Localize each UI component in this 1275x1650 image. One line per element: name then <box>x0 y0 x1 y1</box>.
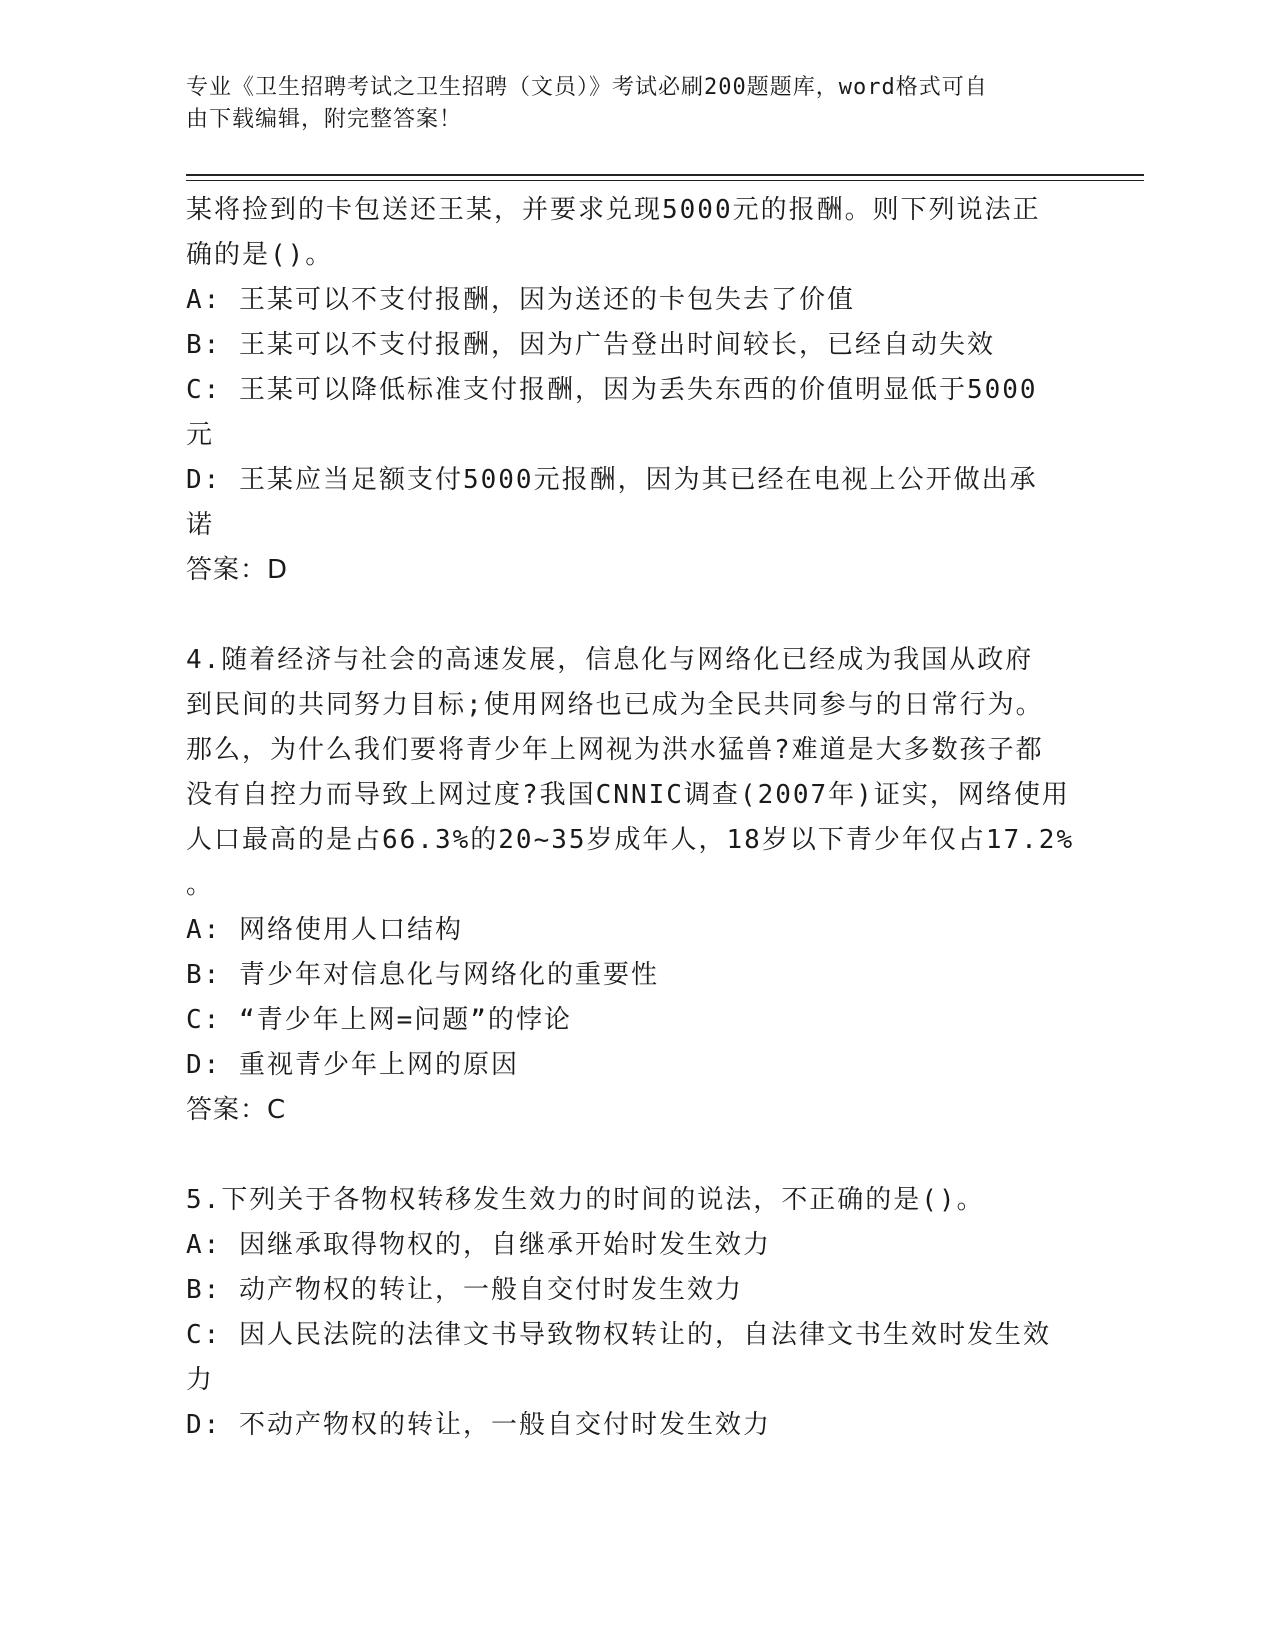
spacer <box>186 593 1086 638</box>
option-a: A: 网络使用人口结构 <box>186 915 463 945</box>
option-c-continued: 元 <box>186 420 215 450</box>
option-d: D: 王某应当足额支付5000元报酬，因为其已经在电视上公开做出承 <box>186 465 1038 495</box>
question-stem-line: 确的是()。 <box>186 240 334 270</box>
question-stem-line: 人口最高的是占66.3%的20~35岁成年人，18岁以下青少年仅占17.2% <box>186 825 1075 855</box>
option-c: C: “青少年上网=问题”的悖论 <box>186 1005 572 1035</box>
option-c: C: 王某可以降低标准支付报酬，因为丢失东西的价值明显低于5000 <box>186 375 1038 405</box>
spacer <box>186 1133 1086 1178</box>
header-line-1: 专业《卫生招聘考试之卫生招聘（文员）》考试必刷200题题库，word格式可自 <box>186 75 988 100</box>
header-rule-thin <box>186 180 1144 181</box>
question-stem-line: 5.下列关于各物权转移发生效力的时间的说法，不正确的是()。 <box>186 1185 985 1215</box>
answer-label: 答案：D <box>186 555 289 585</box>
question-stem-line: 。 <box>186 870 215 900</box>
question-3 <box>186 188 1086 593</box>
option-d: D: 不动产物权的转让，一般自交付时发生效力 <box>186 1410 771 1440</box>
question-stem-line: 没有自控力而导致上网过度?我国CNNIC调查(2007年)证实，网络使用 <box>186 780 1070 810</box>
option-d: D: 重视青少年上网的原因 <box>186 1050 519 1080</box>
document-body <box>186 188 1086 1448</box>
question-stem-line: 4.随着经济与社会的高速发展，信息化与网络化已经成为我国从政府 <box>186 645 1034 675</box>
option-c-continued: 力 <box>186 1365 215 1395</box>
document-header <box>186 72 1066 136</box>
option-b: B: 青少年对信息化与网络化的重要性 <box>186 960 659 990</box>
option-a: A: 因继承取得物权的，自继承开始时发生效力 <box>186 1230 771 1260</box>
header-rule-thick <box>186 174 1144 176</box>
header-line-2: 由下载编辑，附完整答案！ <box>186 107 463 132</box>
option-d-continued: 诺 <box>186 510 215 540</box>
option-b: B: 王某可以不支付报酬，因为广告登出时间较长，已经自动失效 <box>186 330 995 360</box>
option-c: C: 因人民法院的法律文书导致物权转让的，自法律文书生效时发生效 <box>186 1320 1051 1350</box>
question-stem-line: 那么，为什么我们要将青少年上网视为洪水猛兽?难道是大多数孩子都 <box>186 735 1044 765</box>
question-stem-line: 某将捡到的卡包送还王某，并要求兑现5000元的报酬。则下列说法正 <box>186 195 1041 225</box>
answer-label: 答案：C <box>186 1095 287 1125</box>
question-5 <box>186 1178 1086 1448</box>
question-4 <box>186 638 1086 1133</box>
option-b: B: 动产物权的转让，一般自交付时发生效力 <box>186 1275 743 1305</box>
question-stem-line: 到民间的共同努力目标;使用网络也已成为全民共同参与的日常行为。 <box>186 690 1044 720</box>
option-a: A: 王某可以不支付报酬，因为送还的卡包失去了价值 <box>186 285 855 315</box>
